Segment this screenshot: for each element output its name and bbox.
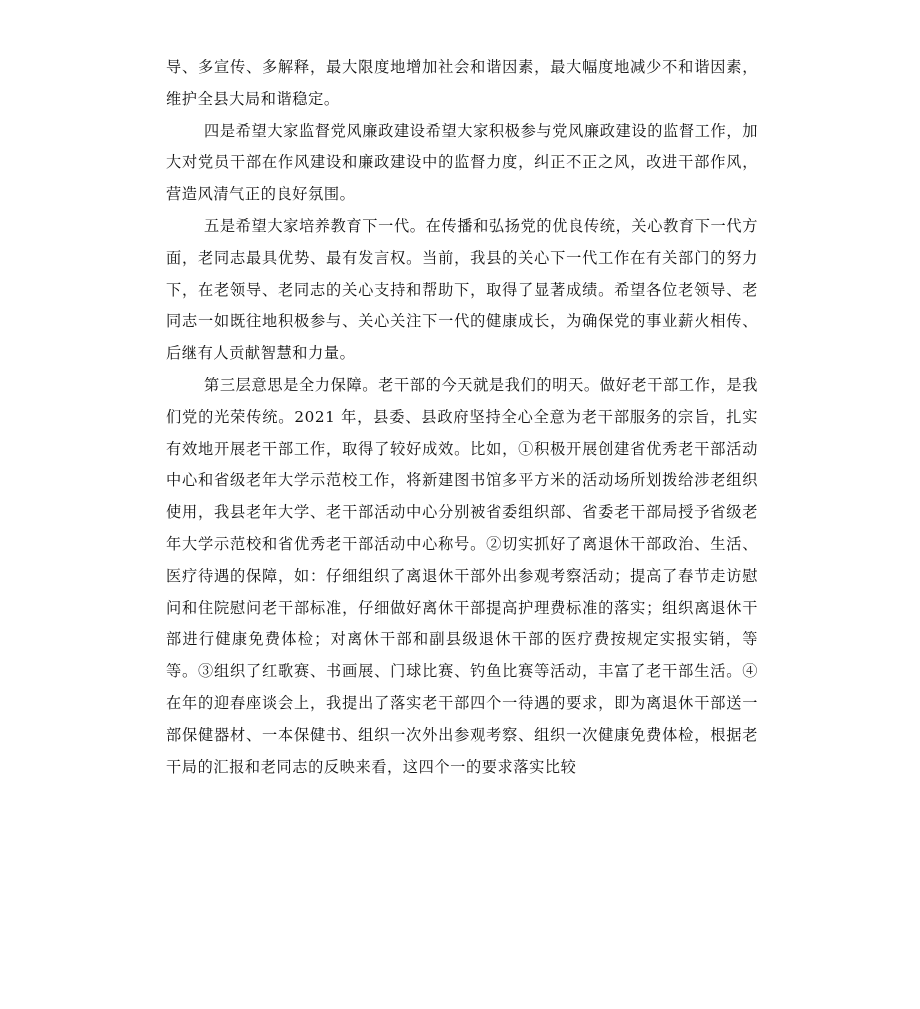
paragraph-education: 五是希望大家培养教育下一代。在传播和弘扬党的优良传统，关心教育下一代方面，老同志最具优势、最有发言权。当前，我县的关心下一代工作在有关部门的努力下，在老领导、老同志的关心支持和帮助下，取得了显著成绩。希望各位老领导、老同志一如既往地积极参与、关心关注下一代的健康成长，为确保党的事业薪火相传、后继有人贡献智慧和力量。 <box>166 216 758 363</box>
paragraph-continued: 导、多宣传、多解释，最大限度地增加社会和谐因素，最大幅度地减少不和谐因素，维护全县大局和谐稳定。 <box>166 58 758 108</box>
paragraph-support: 第三层意思是全力保障。老干部的今天就是我们的明天。做好老干部工作，是我们党的光荣传统。2021 年，县委、县政府坚持全心全意为老干部服务的宗旨，扎实有效地开展老干部工作，取得了较好成效。比如，①积极开展创建省优秀老干部活动中心和省级老年大学示范校工作，将新建图书馆多平方米的活动场所划拨给涉老组织使用，我县老年大学、老干部活动中心分别被省委组织部、省委老干部局授予省级老年大学示范校和省优秀老干部活动中心称号。②切实抓好了离退休干部政治、生活、医疗待遇的保障，如：仔细组织了离退休干部外出参观考察活动；提高了春节走访慰问和住院慰问老干部标准，仔细做好离休干部提高护理费标准的落实；组织离退休干部进行健康免费体检；对离休干部和副县级退休干部的医疗费按规定实报实销，等等。③组织了红歌赛、书画展、门球比赛、钓鱼比赛等活动，丰富了老干部生活。④在年的迎春座谈会上，我提出了落实老干部四个一待遇的要求，即为离退休干部送一部保健器材、一本保健书、组织一次外出参观考察、组织一次健康免费体检，根据老干局的汇报和老同志的反映来看，这四个一的要求落实比较 <box>166 375 758 776</box>
document-page <box>166 52 758 783</box>
paragraph-supervision: 四是希望大家监督党风廉政建设希望大家积极参与党风廉政建设的监督工作，加大对党员干部在作风建设和廉政建设中的监督力度，纠正不正之风，改进干部作风，营造风清气正的良好氛围。 <box>166 121 758 204</box>
